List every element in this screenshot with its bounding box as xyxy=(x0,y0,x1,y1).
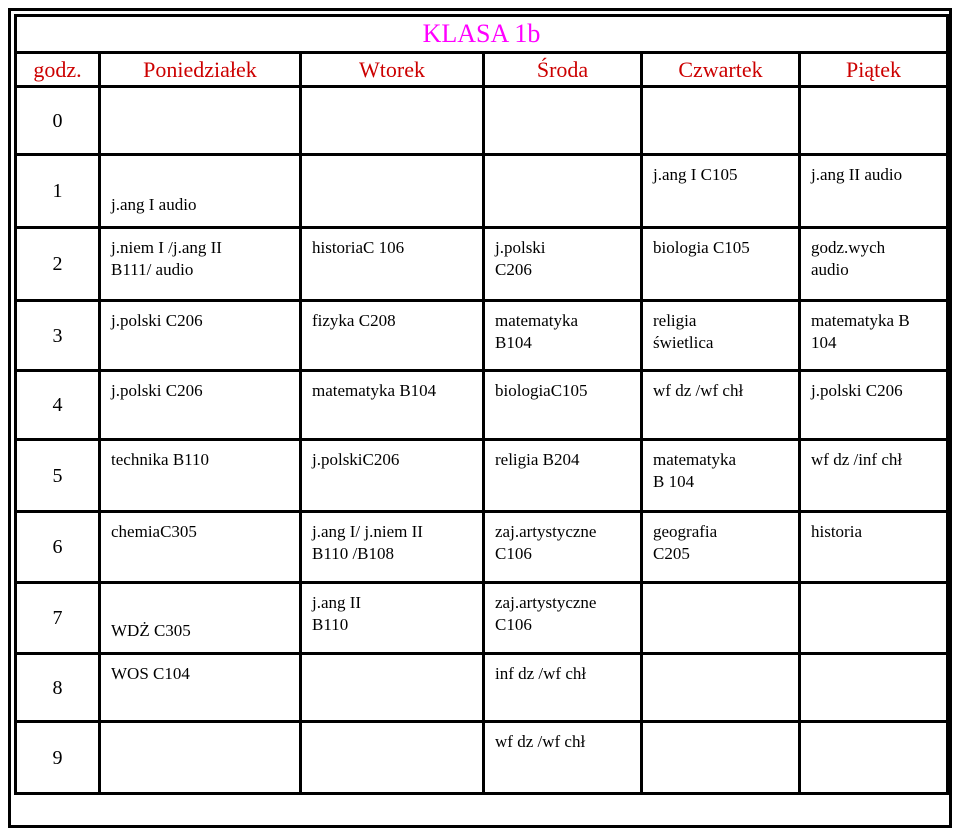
cell-wednesday xyxy=(484,512,642,583)
lesson-text: matematyka B104 xyxy=(312,381,437,400)
schedule-frame xyxy=(8,8,952,828)
header-row xyxy=(16,53,948,87)
timetable xyxy=(14,14,949,795)
cell-monday xyxy=(100,512,301,583)
lesson-text: historia xyxy=(811,522,862,541)
lesson-text: wf dz /wf chł xyxy=(495,732,586,751)
lesson-text: j.ang II audio xyxy=(811,165,903,184)
cell-wednesday xyxy=(484,583,642,654)
cell-monday xyxy=(100,654,301,722)
lesson-text: geografia C205 xyxy=(653,522,718,563)
cell-tuesday xyxy=(301,301,484,371)
hour-number: 2 xyxy=(16,228,100,301)
lesson-text: religia B204 xyxy=(495,450,580,469)
cell-friday xyxy=(800,87,948,155)
lesson-text: matematyka B104 xyxy=(495,311,579,352)
table-row xyxy=(16,301,948,371)
cell-tuesday xyxy=(301,228,484,301)
cell-thursday xyxy=(642,155,800,228)
header-tuesday: Wtorek xyxy=(301,53,484,87)
table-row xyxy=(16,228,948,301)
hour-number: 3 xyxy=(16,301,100,371)
cell-monday xyxy=(100,228,301,301)
cell-monday xyxy=(100,583,301,654)
lesson-text: zaj.artystyczne C106 xyxy=(495,522,597,563)
cell-tuesday xyxy=(301,155,484,228)
hour-number: 6 xyxy=(16,512,100,583)
lesson-text: religia świetlica xyxy=(653,311,714,352)
lesson-text: j.polski C206 xyxy=(495,238,546,279)
table-row xyxy=(16,87,948,155)
lesson-text: godz.wych audio xyxy=(811,238,886,279)
lesson-text: j.ang I C105 xyxy=(653,165,738,184)
lesson-text: wf dz /inf chł xyxy=(811,450,903,469)
table-row xyxy=(16,583,948,654)
cell-thursday xyxy=(642,583,800,654)
lesson-text: fizyka C208 xyxy=(312,311,396,330)
timetable-body xyxy=(16,87,948,794)
cell-wednesday xyxy=(484,301,642,371)
hour-number: 0 xyxy=(16,87,100,155)
lesson-text: j.polski C206 xyxy=(111,381,203,400)
cell-thursday xyxy=(642,301,800,371)
lesson-text: j.ang I/ j.niem II B110 /B108 xyxy=(312,522,423,563)
header-friday: Piątek xyxy=(800,53,948,87)
cell-monday xyxy=(100,440,301,512)
cell-friday xyxy=(800,583,948,654)
cell-friday xyxy=(800,301,948,371)
cell-wednesday xyxy=(484,722,642,794)
lesson-text: j.polski C206 xyxy=(811,381,903,400)
cell-tuesday xyxy=(301,583,484,654)
header-wednesday: Środa xyxy=(484,53,642,87)
cell-monday xyxy=(100,722,301,794)
cell-thursday xyxy=(642,654,800,722)
table-row xyxy=(16,512,948,583)
cell-monday xyxy=(100,371,301,440)
lesson-text: WOS C104 xyxy=(111,664,190,683)
cell-tuesday xyxy=(301,371,484,440)
lesson-text: WDŻ C305 xyxy=(111,621,191,640)
cell-friday xyxy=(800,371,948,440)
lesson-text: matematyka B 104 xyxy=(653,450,737,491)
lesson-text: inf dz /wf chł xyxy=(495,664,587,683)
lesson-text: historiaC 106 xyxy=(312,238,405,257)
cell-wednesday xyxy=(484,228,642,301)
cell-thursday xyxy=(642,722,800,794)
cell-friday xyxy=(800,155,948,228)
page-title: KLASA 1b xyxy=(16,16,948,53)
header-thursday: Czwartek xyxy=(642,53,800,87)
hour-number: 1 xyxy=(16,155,100,228)
cell-wednesday xyxy=(484,371,642,440)
cell-wednesday xyxy=(484,654,642,722)
table-row xyxy=(16,722,948,794)
header-hour: godz. xyxy=(16,53,100,87)
cell-wednesday xyxy=(484,87,642,155)
table-row xyxy=(16,654,948,722)
cell-thursday xyxy=(642,87,800,155)
cell-monday xyxy=(100,155,301,228)
lesson-text: j.ang I audio xyxy=(111,195,197,214)
hour-number: 8 xyxy=(16,654,100,722)
cell-friday xyxy=(800,512,948,583)
table-row xyxy=(16,155,948,228)
lesson-text: biologia C105 xyxy=(653,238,750,257)
cell-thursday xyxy=(642,440,800,512)
cell-tuesday xyxy=(301,87,484,155)
cell-wednesday xyxy=(484,440,642,512)
lesson-text: j.polski C206 xyxy=(111,311,203,330)
header-monday: Poniedziałek xyxy=(100,53,301,87)
cell-thursday xyxy=(642,371,800,440)
hour-number: 5 xyxy=(16,440,100,512)
table-row xyxy=(16,440,948,512)
lesson-text: j.polskiC206 xyxy=(312,450,400,469)
cell-tuesday xyxy=(301,440,484,512)
hour-number: 7 xyxy=(16,583,100,654)
lesson-text: biologiaC105 xyxy=(495,381,588,400)
cell-friday xyxy=(800,722,948,794)
lesson-text: technika B110 xyxy=(111,450,210,469)
cell-friday xyxy=(800,228,948,301)
hour-number: 4 xyxy=(16,371,100,440)
hour-number: 9 xyxy=(16,722,100,794)
cell-monday xyxy=(100,87,301,155)
cell-thursday xyxy=(642,512,800,583)
lesson-text: chemiaC305 xyxy=(111,522,197,541)
lesson-text: j.ang II B110 xyxy=(312,593,362,634)
cell-tuesday xyxy=(301,654,484,722)
lesson-text: zaj.artystyczne C106 xyxy=(495,593,597,634)
lesson-text: matematyka B 104 xyxy=(811,311,910,352)
cell-tuesday xyxy=(301,512,484,583)
cell-monday xyxy=(100,301,301,371)
cell-thursday xyxy=(642,228,800,301)
lesson-text: wf dz /wf chł xyxy=(653,381,744,400)
cell-friday xyxy=(800,654,948,722)
cell-tuesday xyxy=(301,722,484,794)
table-row xyxy=(16,371,948,440)
lesson-text: j.niem I /j.ang II B111/ audio xyxy=(111,238,222,279)
cell-friday xyxy=(800,440,948,512)
cell-wednesday xyxy=(484,155,642,228)
